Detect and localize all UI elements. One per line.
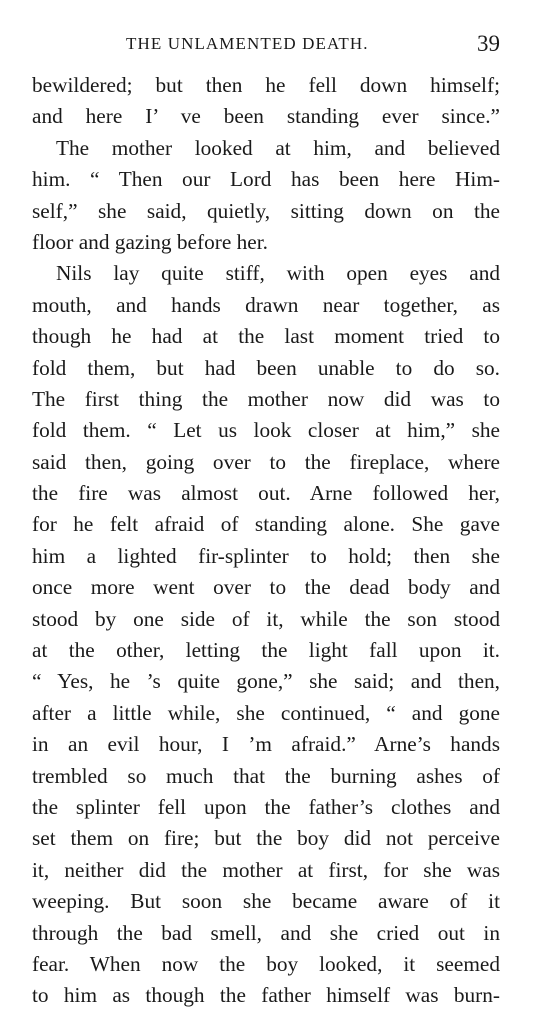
text-line: fold them. “ Let us look closer at him,” she [32, 418, 500, 443]
text-line: the splinter fell upon the father’s clothes and [32, 794, 500, 819]
text-line: though he had at the last moment tried to [32, 324, 500, 349]
text-line: said then, going over to the fireplace, where [32, 449, 500, 474]
text-line: for he felt afraid of standing alone. She gave [32, 512, 500, 537]
text-line: at the other, letting the light fall upon it. [32, 638, 500, 663]
text-line: self,” she said, quietly, sitting down on the [32, 198, 500, 223]
text-line: floor and gazing before her. [32, 229, 268, 254]
text-line: set them on fire; but the boy did not perceive [32, 826, 500, 851]
text-line: in an evil hour, I ’m afraid.” Arne’s hands [32, 732, 500, 757]
running-head [0, 31, 559, 61]
text-line: him. “ Then our Lord has been here Him- [32, 167, 500, 192]
text-line: stood by one side of it, while the son stood [32, 606, 500, 631]
text-line: it, neither did the mother at first, for she was [32, 857, 500, 882]
text-line: The mother looked at him, and believed [56, 135, 500, 160]
text-line: The first thing the mother now did was to [32, 386, 500, 411]
text-line: the fire was almost out. Arne followed her, [32, 481, 500, 506]
page-number: 39 [477, 31, 500, 56]
text-line: through the bad smell, and she cried out in [32, 920, 500, 945]
text-line: “ Yes, he ’s quite gone,” she said; and then, [32, 669, 500, 694]
text-line: trembled so much that the burning ashes of [32, 763, 500, 788]
text-line: bewildered; but then he fell down himself; [32, 73, 500, 97]
text-line: mouth, and hands drawn near together, as [32, 292, 500, 317]
chapter-title: THE UNLAMENTED DEATH. [126, 34, 369, 53]
text-line: and here I’ ve been standing ever since.” [32, 104, 500, 129]
text-line: weeping. But soon she became aware of it [32, 889, 500, 914]
text-line: fold them, but had been unable to do so. [32, 355, 500, 380]
text-line: him a lighted fir-splinter to hold; then she [32, 543, 500, 568]
text-line: Nils lay quite stiff, with open eyes and [56, 261, 500, 286]
text-line: to him as though the father himself was burn- [32, 983, 500, 1008]
text-line: fear. When now the boy looked, it seemed [32, 951, 500, 976]
text-line: after a little while, she continued, “ and gone [32, 700, 500, 725]
text-line: once more went over to the dead body and [32, 575, 500, 600]
body-text [32, 70, 500, 1012]
